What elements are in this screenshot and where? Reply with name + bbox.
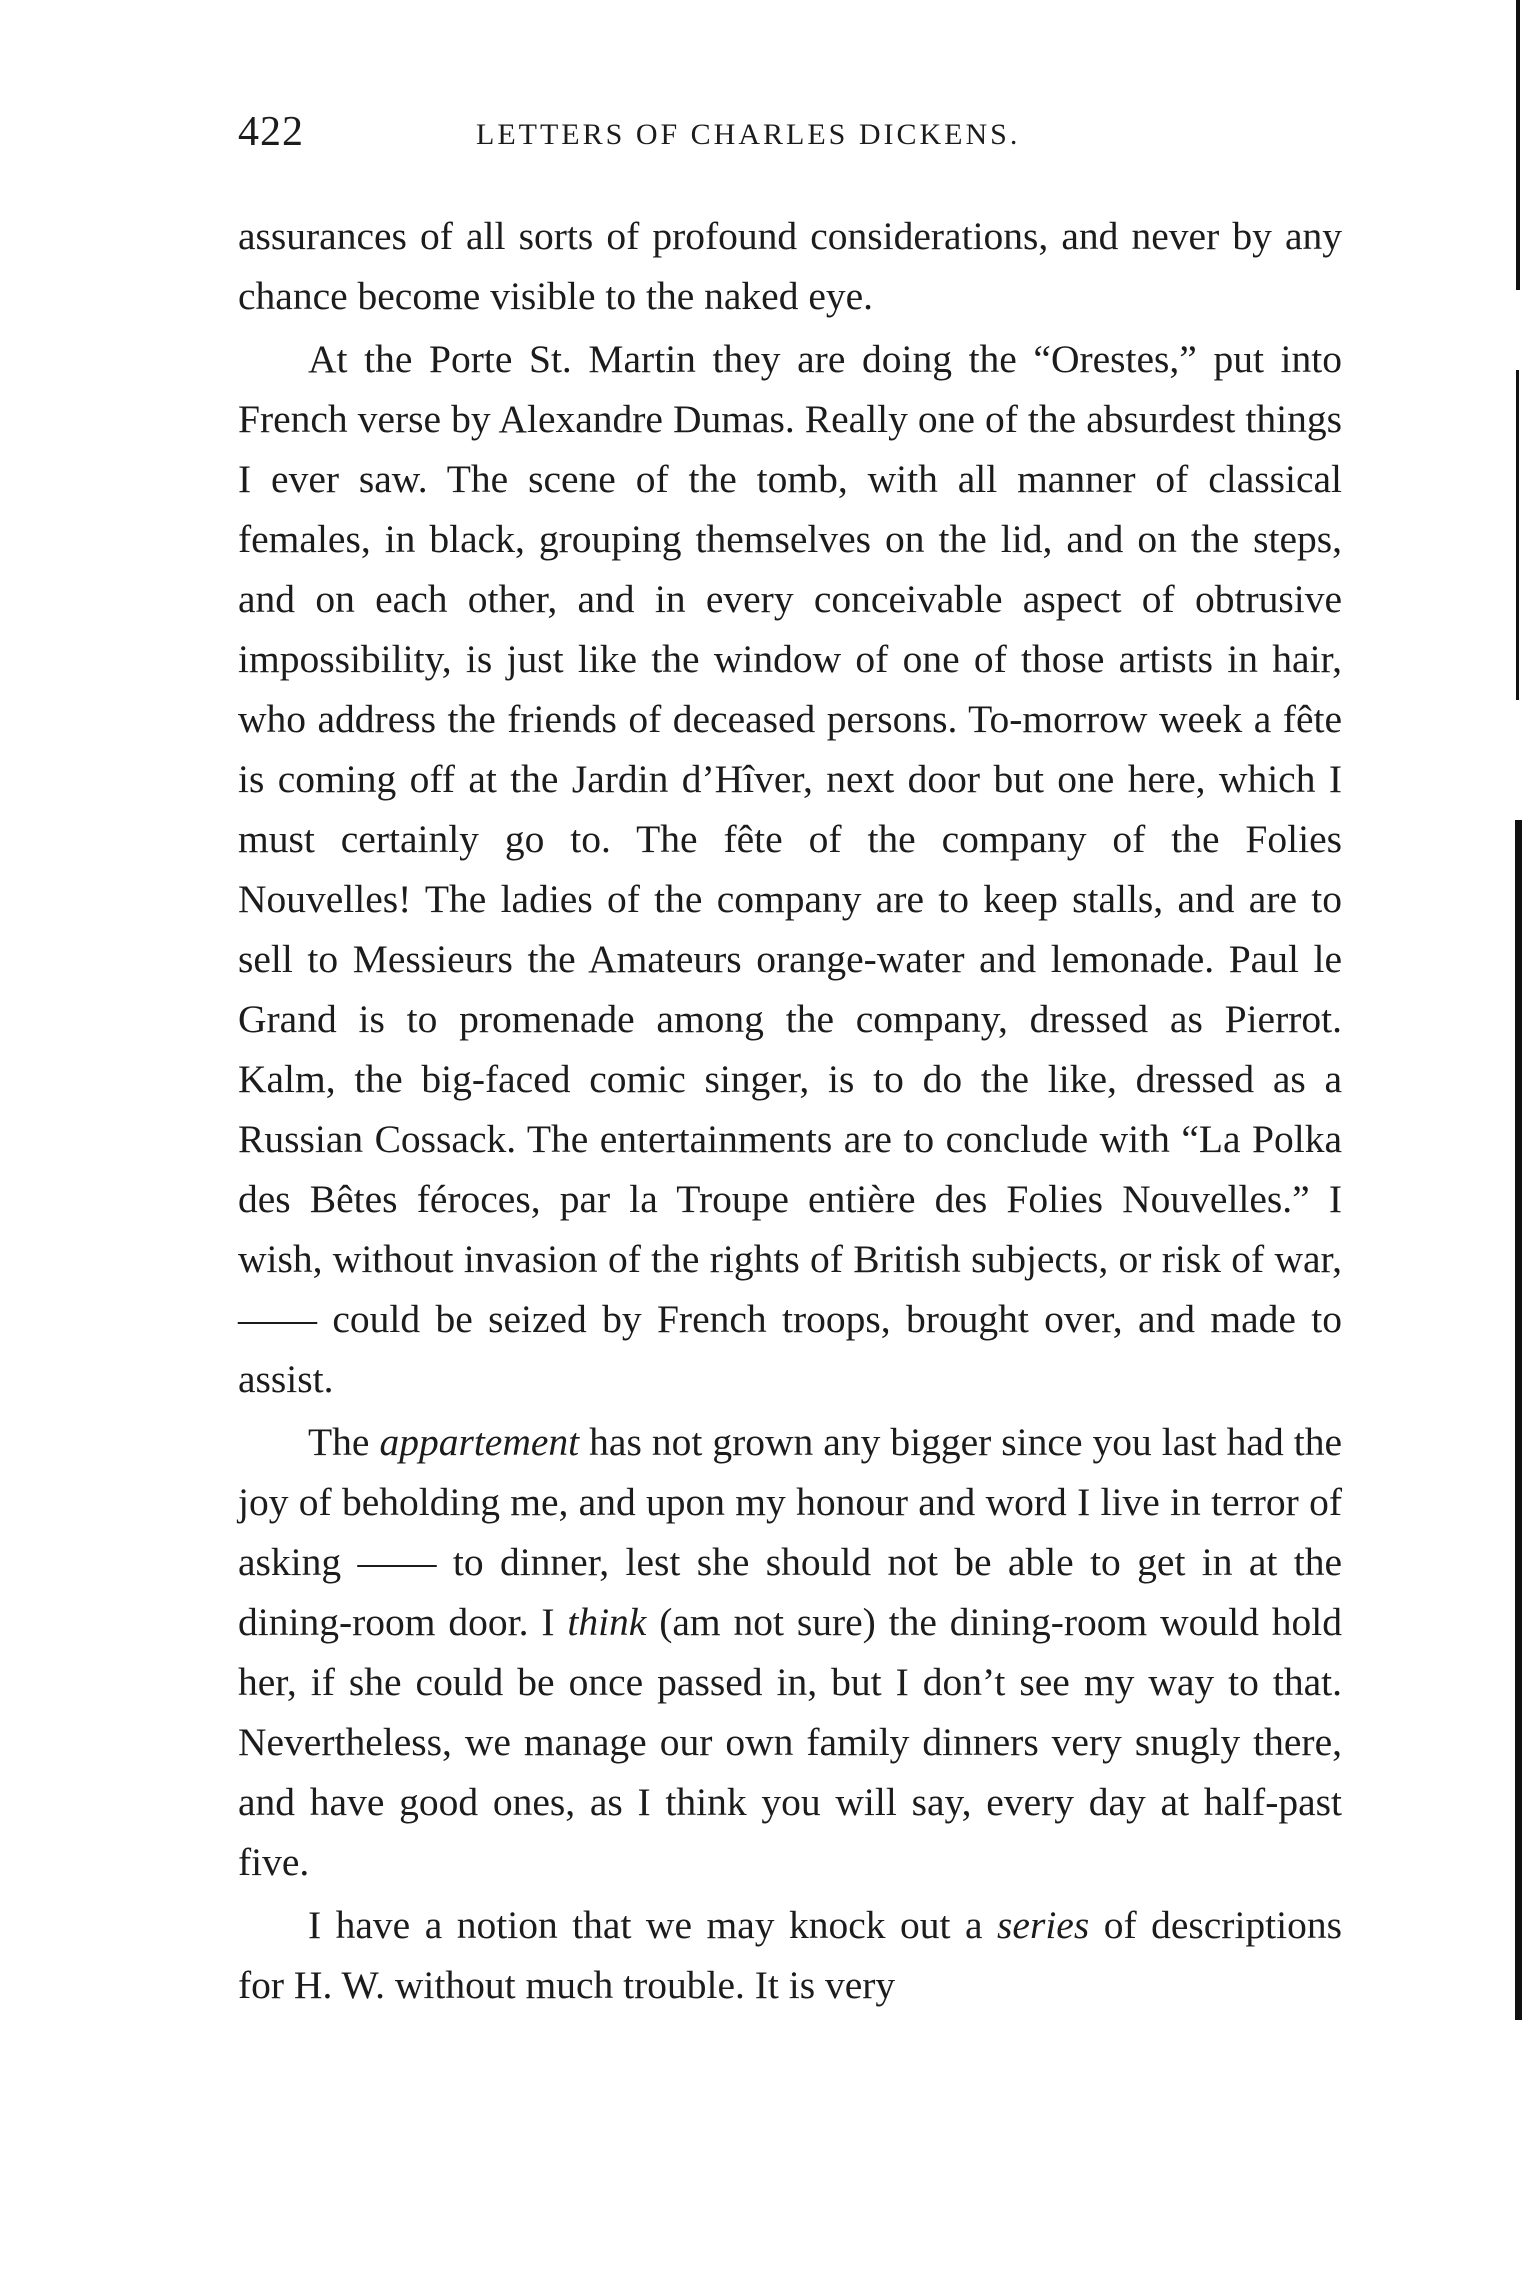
running-title: LETTERS OF CHARLES DICKENS. xyxy=(476,118,1021,151)
letter-body xyxy=(238,206,1342,2015)
scan-edge-mark xyxy=(1516,0,1520,290)
paragraph-appartement xyxy=(238,1412,1342,1892)
italic-word: appartement xyxy=(379,1420,580,1464)
italic-word: series xyxy=(997,1903,1090,1947)
paragraph-continuation: assurances of all sorts of profound considerations, and never by any chance become visible to the naked eye. xyxy=(238,214,1342,318)
text-run: of descriptions for H. W. without much trouble. It is very xyxy=(238,1903,1342,2007)
paragraph-porte-st-martin: At the Porte St. Martin they are doing the “Orestes,” put into French verse by Alexandre Dumas. Really one of the absurdest things I ever saw. The scene of the tomb, with all manner of classical females, in black, grouping themselves on the lid, and on the steps, and on each other, and in every conceivable aspect of obtrusive impossibility, is just like the window of one of those artists in hair, who address the friends of deceased persons. To-morrow week a fête is coming off at the Jardin d’Hîver, next door but one here, which I must certainly go to. The fête of the company of the Folies Nouvelles! The ladies of the company are to keep stalls, and are to sell to Messieurs the Amateurs orange-water and lemonade. Paul le Grand is to promenade among the company, dressed as Pierrot. Kalm, the big-faced comic singer, is to do the like, dressed as a Russian Cossack. The entertainments are to conclude with “La Polka des Bêtes féroces, par la Troupe entière des Folies Nouvelles.” I wish, without invasion of the rights of British subjects, or risk of war, —— could be seized by French troops, brought over, and made to assist. xyxy=(238,337,1342,1401)
italic-word: think xyxy=(567,1600,647,1644)
scan-edge-mark xyxy=(1515,820,1522,2020)
text-run: The xyxy=(308,1420,380,1464)
text-run: has not grown any bigger since you last had the joy of beholding me, and upon my honour and word I live in terror of asking —— to dinner, lest she should not be able to get in at the dining-room door. I xyxy=(238,1420,1342,1644)
text-run: I have a notion that we may knock out a xyxy=(308,1903,998,1947)
scan-edge-mark xyxy=(1516,370,1519,700)
running-head xyxy=(238,108,1338,168)
text-run: (am not sure) the dining-room would hold her, if she could be once passed in, but I don’t see my way to that. Nevertheless, we manage our own family dinners very snugly there, and have good ones, as I think you will say, every day at half-past five. xyxy=(238,1600,1343,1884)
paragraph-series xyxy=(238,1895,1342,2015)
page-number: 422 xyxy=(238,109,304,155)
